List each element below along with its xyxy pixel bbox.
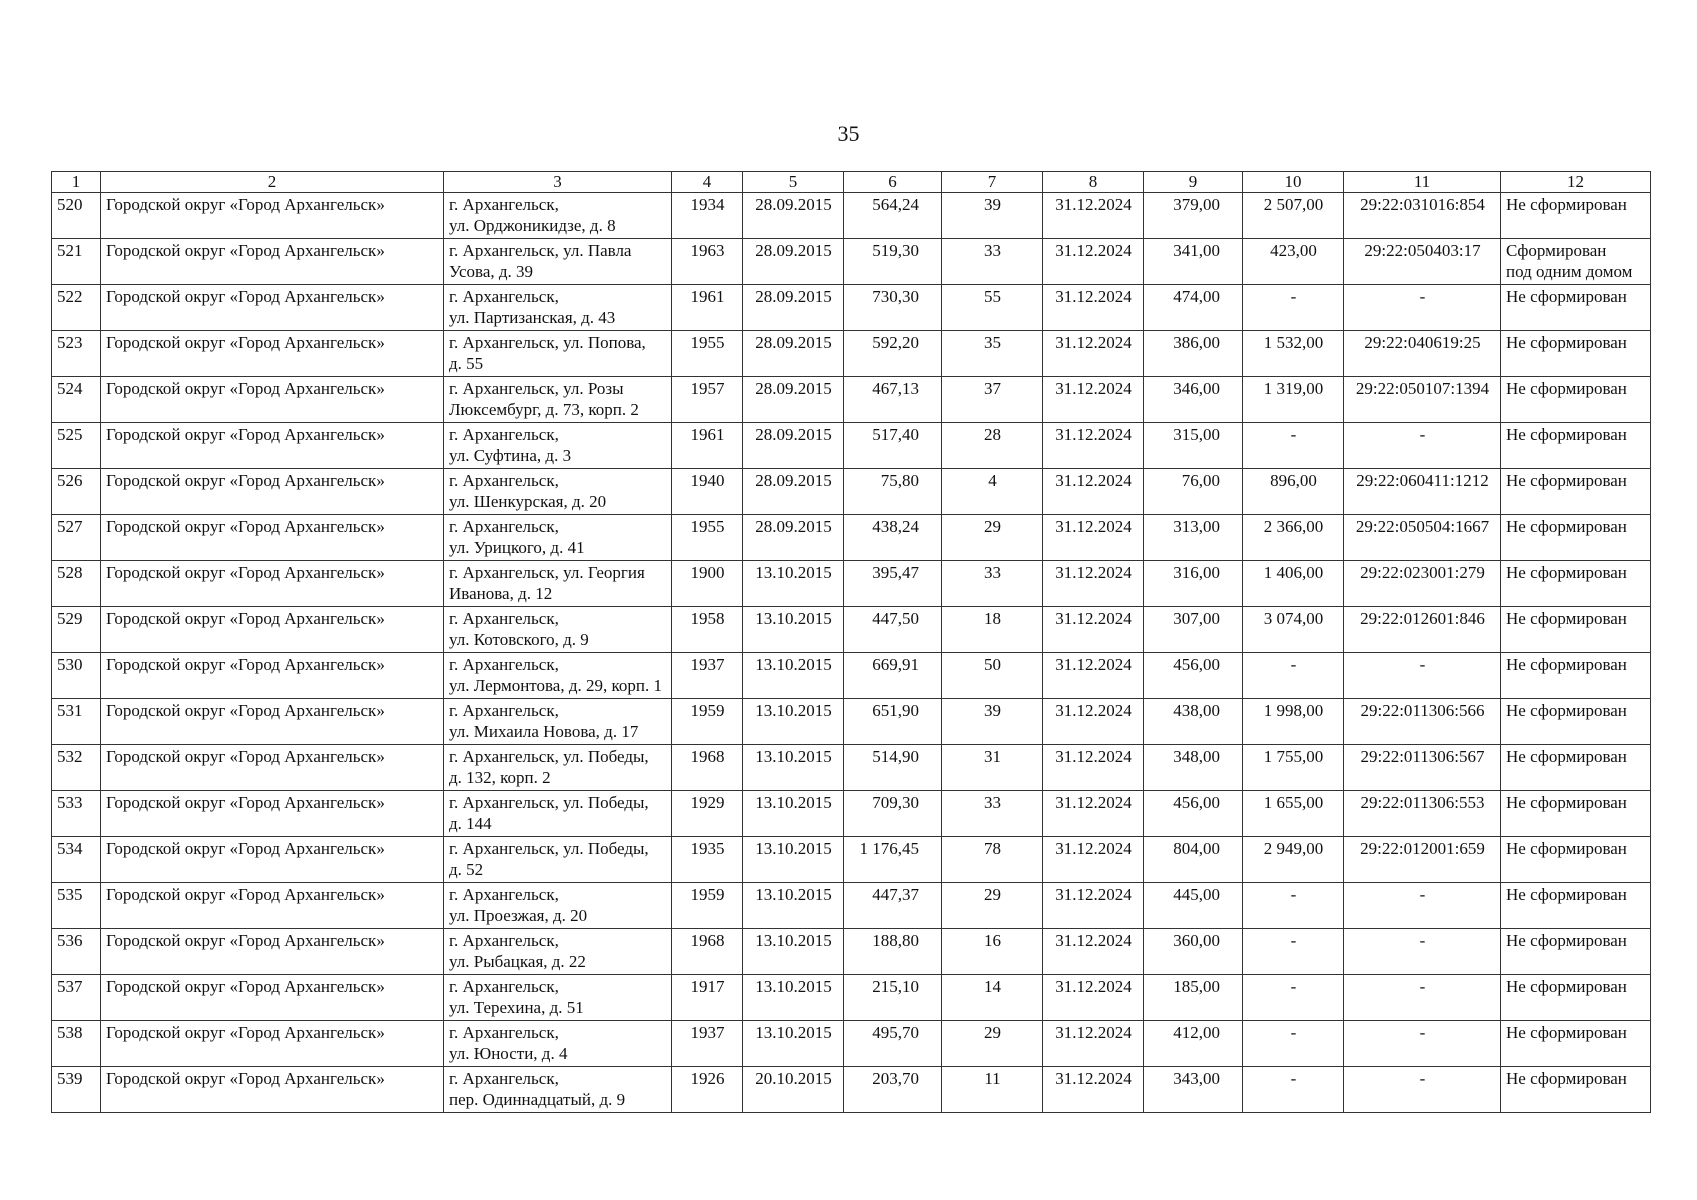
cell-address: г. Архангельск, ул. Проезжая, д. 20 — [444, 883, 672, 929]
cell-living-area: 474,00 — [1144, 285, 1243, 331]
column-header-3: 3 — [444, 172, 672, 193]
cell-land-status: Не сформирован — [1501, 883, 1651, 929]
cell-living-area: 445,00 — [1144, 883, 1243, 929]
cell-land-area: 1 998,00 — [1243, 699, 1344, 745]
cell-date: 13.10.2015 — [743, 837, 844, 883]
cell-year-built: 1961 — [672, 285, 743, 331]
cell-living-area: 456,00 — [1144, 791, 1243, 837]
cell-date: 28.09.2015 — [743, 515, 844, 561]
cell-land-area: - — [1243, 653, 1344, 699]
cell-area: 709,30 — [844, 791, 942, 837]
cell-date: 13.10.2015 — [743, 745, 844, 791]
cell-cadastral-number: - — [1344, 975, 1501, 1021]
cell-year-built: 1917 — [672, 975, 743, 1021]
column-header-4: 4 — [672, 172, 743, 193]
table-row — [52, 239, 1651, 285]
cell-residents: 14 — [942, 975, 1043, 1021]
cell-living-area: 386,00 — [1144, 331, 1243, 377]
cell-date: 28.09.2015 — [743, 193, 844, 239]
table-row — [52, 699, 1651, 745]
cell-address: г. Архангельск, ул. Рыбацкая, д. 22 — [444, 929, 672, 975]
cell-deadline: 31.12.2024 — [1043, 377, 1144, 423]
cell-row-number: 534 — [52, 837, 101, 883]
cell-year-built: 1959 — [672, 699, 743, 745]
cell-cadastral-number: 29:22:011306:567 — [1344, 745, 1501, 791]
table-row — [52, 1021, 1651, 1067]
cell-living-area: 307,00 — [1144, 607, 1243, 653]
cell-date: 13.10.2015 — [743, 929, 844, 975]
cell-residents: 78 — [942, 837, 1043, 883]
cell-land-area: 1 532,00 — [1243, 331, 1344, 377]
cell-row-number: 525 — [52, 423, 101, 469]
cell-date: 28.09.2015 — [743, 377, 844, 423]
table-row — [52, 1067, 1651, 1113]
cell-deadline: 31.12.2024 — [1043, 331, 1144, 377]
cell-area: 188,80 — [844, 929, 942, 975]
cell-year-built: 1968 — [672, 929, 743, 975]
cell-address: г. Архангельск, ул. Юности, д. 4 — [444, 1021, 672, 1067]
cell-date: 28.09.2015 — [743, 285, 844, 331]
cell-land-status: Не сформирован — [1501, 1021, 1651, 1067]
cell-land-area: 1 406,00 — [1243, 561, 1344, 607]
cell-row-number: 537 — [52, 975, 101, 1021]
cell-municipality: Городской округ «Город Архангельск» — [101, 607, 444, 653]
cell-deadline: 31.12.2024 — [1043, 653, 1144, 699]
cell-date: 28.09.2015 — [743, 239, 844, 285]
cell-deadline: 31.12.2024 — [1043, 883, 1144, 929]
cell-living-area: 412,00 — [1144, 1021, 1243, 1067]
cell-area: 669,91 — [844, 653, 942, 699]
cell-year-built: 1929 — [672, 791, 743, 837]
cell-land-status: Не сформирован — [1501, 423, 1651, 469]
cell-land-area: 2 366,00 — [1243, 515, 1344, 561]
cell-row-number: 520 — [52, 193, 101, 239]
cell-deadline: 31.12.2024 — [1043, 1067, 1144, 1113]
cell-year-built: 1968 — [672, 745, 743, 791]
cell-municipality: Городской округ «Город Архангельск» — [101, 193, 444, 239]
cell-year-built: 1900 — [672, 561, 743, 607]
cell-row-number: 538 — [52, 1021, 101, 1067]
cell-cadastral-number: 29:22:012001:659 — [1344, 837, 1501, 883]
cell-year-built: 1940 — [672, 469, 743, 515]
cell-year-built: 1961 — [672, 423, 743, 469]
cell-cadastral-number: - — [1344, 423, 1501, 469]
column-header-6: 6 — [844, 172, 942, 193]
column-header-1: 1 — [52, 172, 101, 193]
cell-address: г. Архангельск, ул. Георгия Иванова, д. 12 — [444, 561, 672, 607]
table-row — [52, 193, 1651, 239]
cell-deadline: 31.12.2024 — [1043, 837, 1144, 883]
cell-address: г. Архангельск, ул. Урицкого, д. 41 — [444, 515, 672, 561]
column-header-8: 8 — [1043, 172, 1144, 193]
cell-area: 564,24 — [844, 193, 942, 239]
cell-living-area: 185,00 — [1144, 975, 1243, 1021]
cell-cadastral-number: - — [1344, 1067, 1501, 1113]
cell-area: 395,47 — [844, 561, 942, 607]
cell-land-area: - — [1243, 929, 1344, 975]
cell-row-number: 521 — [52, 239, 101, 285]
table-row — [52, 607, 1651, 653]
cell-deadline: 31.12.2024 — [1043, 469, 1144, 515]
cell-area: 730,30 — [844, 285, 942, 331]
cell-row-number: 526 — [52, 469, 101, 515]
cell-living-area: 804,00 — [1144, 837, 1243, 883]
column-header-11: 11 — [1344, 172, 1501, 193]
cell-residents: 39 — [942, 193, 1043, 239]
cell-living-area: 360,00 — [1144, 929, 1243, 975]
cell-address: г. Архангельск, ул. Победы, д. 144 — [444, 791, 672, 837]
cell-land-area: - — [1243, 975, 1344, 1021]
table-row — [52, 561, 1651, 607]
cell-residents: 33 — [942, 239, 1043, 285]
cell-deadline: 31.12.2024 — [1043, 1021, 1144, 1067]
cell-residents: 29 — [942, 883, 1043, 929]
cell-residents: 33 — [942, 791, 1043, 837]
cell-address: г. Архангельск, ул. Победы, д. 52 — [444, 837, 672, 883]
cell-address: г. Архангельск, ул. Попова, д. 55 — [444, 331, 672, 377]
cell-land-area: 2 507,00 — [1243, 193, 1344, 239]
cell-land-area: - — [1243, 285, 1344, 331]
cell-residents: 35 — [942, 331, 1043, 377]
cell-municipality: Городской округ «Город Архангельск» — [101, 791, 444, 837]
cell-address: г. Архангельск, ул. Шенкурская, д. 20 — [444, 469, 672, 515]
cell-municipality: Городской округ «Город Архангельск» — [101, 837, 444, 883]
cell-date: 20.10.2015 — [743, 1067, 844, 1113]
cell-row-number: 539 — [52, 1067, 101, 1113]
cell-municipality: Городской округ «Город Архангельск» — [101, 699, 444, 745]
cell-municipality: Городской округ «Город Архангельск» — [101, 653, 444, 699]
cell-cadastral-number: 29:22:040619:25 — [1344, 331, 1501, 377]
cell-municipality: Городской округ «Город Архангельск» — [101, 561, 444, 607]
cell-area: 438,24 — [844, 515, 942, 561]
cell-land-status: Не сформирован — [1501, 653, 1651, 699]
cell-deadline: 31.12.2024 — [1043, 193, 1144, 239]
cell-area: 215,10 — [844, 975, 942, 1021]
cell-deadline: 31.12.2024 — [1043, 561, 1144, 607]
cell-year-built: 1926 — [672, 1067, 743, 1113]
column-header-12: 12 — [1501, 172, 1651, 193]
cell-deadline: 31.12.2024 — [1043, 791, 1144, 837]
cell-land-area: - — [1243, 423, 1344, 469]
column-header-2: 2 — [101, 172, 444, 193]
cell-year-built: 1937 — [672, 1021, 743, 1067]
cell-row-number: 527 — [52, 515, 101, 561]
cell-living-area: 315,00 — [1144, 423, 1243, 469]
cell-area: 517,40 — [844, 423, 942, 469]
cell-land-status: Не сформирован — [1501, 331, 1651, 377]
cell-residents: 11 — [942, 1067, 1043, 1113]
cell-land-status: Не сформирован — [1501, 515, 1651, 561]
cell-year-built: 1934 — [672, 193, 743, 239]
cell-area: 203,70 — [844, 1067, 942, 1113]
table-row — [52, 469, 1651, 515]
cell-land-area: 896,00 — [1243, 469, 1344, 515]
cell-cadastral-number: - — [1344, 883, 1501, 929]
cell-municipality: Городской округ «Город Архангельск» — [101, 883, 444, 929]
cell-municipality: Городской округ «Город Архангельск» — [101, 1021, 444, 1067]
cell-cadastral-number: 29:22:023001:279 — [1344, 561, 1501, 607]
cell-date: 13.10.2015 — [743, 561, 844, 607]
cell-living-area: 316,00 — [1144, 561, 1243, 607]
cell-municipality: Городской округ «Город Архангельск» — [101, 377, 444, 423]
cell-address: г. Архангельск, ул. Партизанская, д. 43 — [444, 285, 672, 331]
cell-date: 28.09.2015 — [743, 331, 844, 377]
cell-row-number: 531 — [52, 699, 101, 745]
table-row — [52, 929, 1651, 975]
cell-cadastral-number: 29:22:011306:553 — [1344, 791, 1501, 837]
cell-residents: 33 — [942, 561, 1043, 607]
cell-municipality: Городской округ «Город Архангельск» — [101, 239, 444, 285]
cell-land-status: Не сформирован — [1501, 377, 1651, 423]
cell-residents: 18 — [942, 607, 1043, 653]
page-number: 35 — [837, 121, 860, 146]
cell-address: г. Архангельск, ул. Котовского, д. 9 — [444, 607, 672, 653]
column-header-5: 5 — [743, 172, 844, 193]
cell-municipality: Городской округ «Город Архангельск» — [101, 285, 444, 331]
cell-land-area: 1 655,00 — [1243, 791, 1344, 837]
cell-living-area: 456,00 — [1144, 653, 1243, 699]
cell-deadline: 31.12.2024 — [1043, 745, 1144, 791]
cell-residents: 29 — [942, 1021, 1043, 1067]
cell-living-area: 346,00 — [1144, 377, 1243, 423]
cell-area: 592,20 — [844, 331, 942, 377]
cell-residents: 28 — [942, 423, 1043, 469]
cell-land-area: 423,00 — [1243, 239, 1344, 285]
cell-year-built: 1955 — [672, 331, 743, 377]
cell-address: г. Архангельск, ул. Павла Усова, д. 39 — [444, 239, 672, 285]
cell-year-built: 1963 — [672, 239, 743, 285]
cell-municipality: Городской округ «Город Архангельск» — [101, 331, 444, 377]
cell-cadastral-number: - — [1344, 1021, 1501, 1067]
table-row — [52, 285, 1651, 331]
cell-land-area: 3 074,00 — [1243, 607, 1344, 653]
cell-land-status: Не сформирован — [1501, 975, 1651, 1021]
cell-land-status: Не сформирован — [1501, 193, 1651, 239]
cell-deadline: 31.12.2024 — [1043, 515, 1144, 561]
cell-date: 13.10.2015 — [743, 653, 844, 699]
cell-residents: 16 — [942, 929, 1043, 975]
cell-living-area: 313,00 — [1144, 515, 1243, 561]
cell-land-area: - — [1243, 1067, 1344, 1113]
cell-year-built: 1958 — [672, 607, 743, 653]
cell-date: 13.10.2015 — [743, 975, 844, 1021]
cell-land-status: Не сформирован — [1501, 929, 1651, 975]
cell-land-status: Не сформирован — [1501, 745, 1651, 791]
cell-area: 495,70 — [844, 1021, 942, 1067]
cell-living-area: 438,00 — [1144, 699, 1243, 745]
cell-address: г. Архангельск, ул. Победы, д. 132, корп. 2 — [444, 745, 672, 791]
cell-date: 13.10.2015 — [743, 883, 844, 929]
cell-cadastral-number: 29:22:012601:846 — [1344, 607, 1501, 653]
cell-municipality: Городской округ «Город Архангельск» — [101, 929, 444, 975]
cell-living-area: 379,00 — [1144, 193, 1243, 239]
cell-living-area: 343,00 — [1144, 1067, 1243, 1113]
cell-area: 514,90 — [844, 745, 942, 791]
cell-row-number: 529 — [52, 607, 101, 653]
cell-municipality: Городской округ «Город Архангельск» — [101, 1067, 444, 1113]
cell-municipality: Городской округ «Город Архангельск» — [101, 423, 444, 469]
cell-residents: 55 — [942, 285, 1043, 331]
cell-cadastral-number: - — [1344, 653, 1501, 699]
cell-address: г. Архангельск, ул. Суфтина, д. 3 — [444, 423, 672, 469]
cell-cadastral-number: - — [1344, 285, 1501, 331]
column-header-10: 10 — [1243, 172, 1344, 193]
cell-municipality: Городской округ «Город Архангельск» — [101, 975, 444, 1021]
cell-date: 13.10.2015 — [743, 607, 844, 653]
table-row — [52, 745, 1651, 791]
cell-date: 13.10.2015 — [743, 1021, 844, 1067]
cell-residents: 37 — [942, 377, 1043, 423]
cell-area: 467,13 — [844, 377, 942, 423]
cell-deadline: 31.12.2024 — [1043, 285, 1144, 331]
cell-land-status: Не сформирован — [1501, 1067, 1651, 1113]
cell-year-built: 1959 — [672, 883, 743, 929]
cell-row-number: 536 — [52, 929, 101, 975]
cell-year-built: 1937 — [672, 653, 743, 699]
table-row — [52, 515, 1651, 561]
cell-row-number: 528 — [52, 561, 101, 607]
table-row — [52, 883, 1651, 929]
cell-deadline: 31.12.2024 — [1043, 929, 1144, 975]
cell-municipality: Городской округ «Город Архангельск» — [101, 745, 444, 791]
cell-living-area: 76,00 — [1144, 469, 1243, 515]
cell-address: г. Архангельск, ул. Лермонтова, д. 29, корп. 1 — [444, 653, 672, 699]
cell-land-status: Не сформирован — [1501, 699, 1651, 745]
cell-row-number: 522 — [52, 285, 101, 331]
cell-land-status: Не сформирован — [1501, 561, 1651, 607]
cell-residents: 39 — [942, 699, 1043, 745]
cell-deadline: 31.12.2024 — [1043, 607, 1144, 653]
cell-year-built: 1955 — [672, 515, 743, 561]
cell-residents: 31 — [942, 745, 1043, 791]
cell-cadastral-number: 29:22:050107:1394 — [1344, 377, 1501, 423]
cell-deadline: 31.12.2024 — [1043, 423, 1144, 469]
cell-land-status: Не сформирован — [1501, 791, 1651, 837]
cell-residents: 50 — [942, 653, 1043, 699]
cell-date: 28.09.2015 — [743, 423, 844, 469]
cell-row-number: 523 — [52, 331, 101, 377]
table-row — [52, 377, 1651, 423]
cell-land-area: 2 949,00 — [1243, 837, 1344, 883]
cell-date: 13.10.2015 — [743, 699, 844, 745]
cell-area: 447,50 — [844, 607, 942, 653]
cell-deadline: 31.12.2024 — [1043, 699, 1144, 745]
cell-land-status: Не сформирован — [1501, 837, 1651, 883]
cell-date: 13.10.2015 — [743, 791, 844, 837]
cell-row-number: 524 — [52, 377, 101, 423]
table-row — [52, 653, 1651, 699]
cell-area: 447,37 — [844, 883, 942, 929]
table-row — [52, 975, 1651, 1021]
cell-cadastral-number: 29:22:050403:17 — [1344, 239, 1501, 285]
cell-land-area: 1 319,00 — [1243, 377, 1344, 423]
cell-living-area: 348,00 — [1144, 745, 1243, 791]
cell-land-area: - — [1243, 883, 1344, 929]
cell-land-status: Не сформирован — [1501, 607, 1651, 653]
cell-land-area: - — [1243, 1021, 1344, 1067]
cell-municipality: Городской округ «Город Архангельск» — [101, 515, 444, 561]
table-row — [52, 423, 1651, 469]
cell-area: 75,80 — [844, 469, 942, 515]
cell-row-number: 533 — [52, 791, 101, 837]
cell-deadline: 31.12.2024 — [1043, 239, 1144, 285]
cell-address: г. Архангельск, ул. Розы Люксембург, д. 73, корп. 2 — [444, 377, 672, 423]
cell-address: г. Архангельск, ул. Михаила Новова, д. 17 — [444, 699, 672, 745]
cell-area: 651,90 — [844, 699, 942, 745]
cell-cadastral-number: 29:22:031016:854 — [1344, 193, 1501, 239]
cell-row-number: 530 — [52, 653, 101, 699]
table-row — [52, 837, 1651, 883]
cell-area: 1 176,45 — [844, 837, 942, 883]
cell-address: г. Архангельск, пер. Одиннадцатый, д. 9 — [444, 1067, 672, 1113]
cell-cadastral-number: 29:22:060411:1212 — [1344, 469, 1501, 515]
cell-cadastral-number: 29:22:011306:566 — [1344, 699, 1501, 745]
cell-date: 28.09.2015 — [743, 469, 844, 515]
housing-register-table — [51, 171, 1651, 1113]
cell-year-built: 1957 — [672, 377, 743, 423]
cell-land-status: Не сформирован — [1501, 285, 1651, 331]
cell-row-number: 532 — [52, 745, 101, 791]
cell-address: г. Архангельск, ул. Терехина, д. 51 — [444, 975, 672, 1021]
column-number-header-row — [52, 172, 1651, 193]
cell-area: 519,30 — [844, 239, 942, 285]
cell-residents: 4 — [942, 469, 1043, 515]
cell-row-number: 535 — [52, 883, 101, 929]
cell-address: г. Архангельск, ул. Орджоникидзе, д. 8 — [444, 193, 672, 239]
table-row — [52, 791, 1651, 837]
cell-municipality: Городской округ «Город Архангельск» — [101, 469, 444, 515]
cell-year-built: 1935 — [672, 837, 743, 883]
cell-living-area: 341,00 — [1144, 239, 1243, 285]
column-header-9: 9 — [1144, 172, 1243, 193]
column-header-7: 7 — [942, 172, 1043, 193]
cell-land-status: Не сформирован — [1501, 469, 1651, 515]
cell-land-status: Сформирован под одним домом — [1501, 239, 1651, 285]
cell-cadastral-number: - — [1344, 929, 1501, 975]
cell-deadline: 31.12.2024 — [1043, 975, 1144, 1021]
table-row — [52, 331, 1651, 377]
cell-cadastral-number: 29:22:050504:1667 — [1344, 515, 1501, 561]
cell-residents: 29 — [942, 515, 1043, 561]
cell-land-area: 1 755,00 — [1243, 745, 1344, 791]
